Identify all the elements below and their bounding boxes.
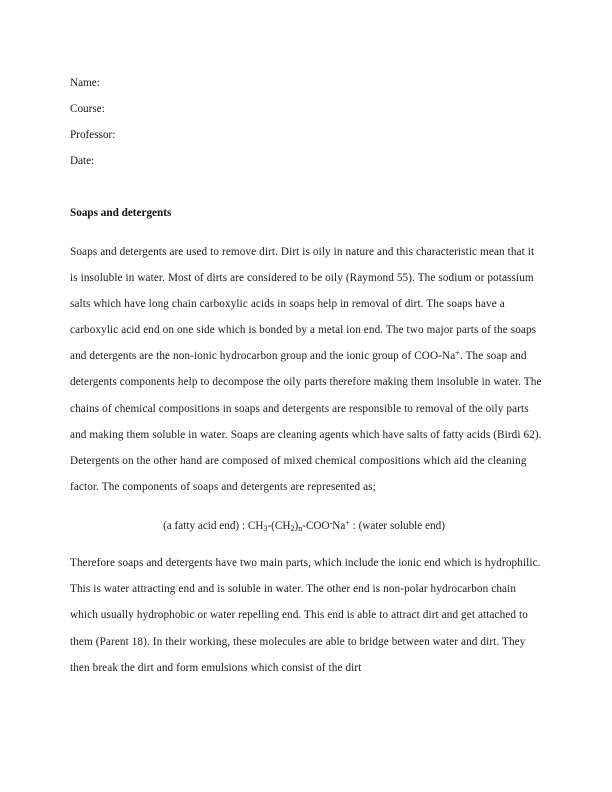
paragraph-one — [70, 239, 542, 500]
section-title: Soaps and detergents — [70, 207, 172, 219]
field-name: Name: — [70, 77, 100, 89]
paragraph-one-superscript: + — [455, 349, 460, 358]
paragraph-one-text-b: . The soap and detergents components help to decompose the oily parts therefore making them insoluble in water. The chains of chemical compositions in soaps and detergents are responsible to removal of the oily parts and making them soluble in water. Soaps are cleaning agents which have salts of fatty acids (Birdi 62). Detergents on the other hand are composed of mixed chemical compositions which aid the cleaning factor. The components of soaps and detergents are represented as; — [70, 350, 542, 493]
field-date: Date: — [70, 155, 95, 167]
paragraph-one-text-a: Soaps and detergents are used to remove dirt. Dirt is oily in nature and this characteristic mean that it is insoluble in water. Most of dirts are considered to be oily (Raymond 55). The sodium or potassium salts which have long chain carboxylic acids in soaps help in removal of dirt. The soaps have a carboxylic acid end on one side which is bonded by a metal ion end. The two major parts of the soaps and detergents are the non-ionic hydrocarbon group and the ionic group of COO-Na — [70, 246, 537, 363]
formula-superscript-plus: + — [345, 518, 350, 528]
document-body — [70, 0, 542, 692]
formula-mid-one: -(CH — [267, 519, 291, 532]
formula-subscript-three: 3 — [263, 523, 268, 533]
formula-subscript-n: n — [298, 523, 303, 533]
formula-suffix: : (water soluble end) — [349, 519, 445, 532]
formula-prefix: (a fatty acid end) : CH — [163, 519, 264, 532]
chemical-formula — [70, 513, 542, 539]
formula-subscript-two: 2 — [290, 523, 295, 533]
field-course: Course: — [70, 103, 105, 115]
formula-mid-two: ) — [294, 519, 299, 532]
student-info-block — [70, 0, 542, 174]
formula-mid-four: Na — [332, 519, 346, 532]
paragraph-two: Therefore soaps and detergents have two main parts, which include the ionic end which is hydrophilic. This is water attracting end and is soluble in water. The other end is non-polar hydrocarbon chain which usually hydrophobic or water repelling end. This end is able to attract dirt and get attached to them (Parent 18). In their working, these molecules are able to bridge between water and dirt. They then break the dirt and form emulsions which consist of the dirt — [70, 557, 541, 674]
formula-superscript-minus: - — [329, 518, 333, 528]
formula-mid-three: -COO — [302, 519, 330, 532]
field-professor: Professor: — [70, 129, 116, 141]
